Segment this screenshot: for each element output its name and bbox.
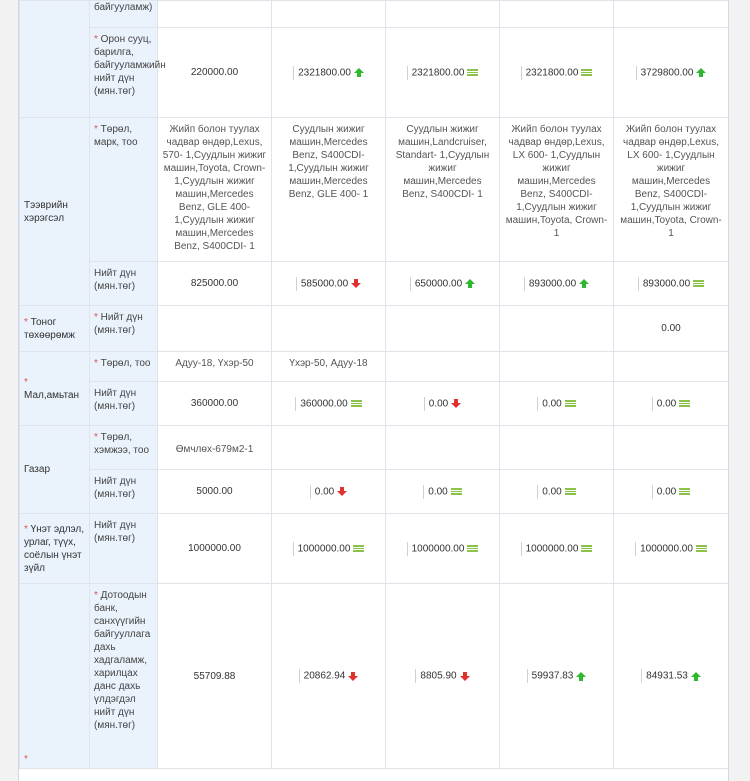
table-row bbox=[20, 262, 729, 306]
table-row bbox=[20, 28, 729, 118]
value-cell: 1000000.00 bbox=[614, 514, 729, 584]
table-row bbox=[20, 352, 729, 382]
type-cell: Суудлын жижиг машин,Landcruiser, Standart- 1,Суудлын жижиг машин,Mercedes Benz, S400CDI- 1 bbox=[386, 118, 500, 262]
category-livestock: * Мал,амьтан bbox=[20, 352, 90, 426]
trend-up-icon bbox=[691, 672, 701, 677]
value-cell bbox=[500, 306, 614, 352]
type-cell bbox=[614, 426, 729, 470]
category-valuables: * Үнэт эдлэл, урлаг, түүх, соёлын үнэт зүйл bbox=[20, 514, 90, 584]
value-cell: 1000000.00 bbox=[386, 514, 500, 584]
row-label: * Төрөл, хэмжээ, тоо bbox=[90, 426, 158, 470]
type-cell bbox=[272, 426, 386, 470]
row-label: Нийт дүн (мян.төг) bbox=[90, 470, 158, 514]
trend-equal-icon bbox=[467, 545, 478, 552]
trend-equal-icon bbox=[451, 488, 462, 495]
value-cell: 2321800.00 bbox=[500, 28, 614, 118]
row-label: * Төрөл, тоо bbox=[90, 352, 158, 382]
row-label: Нийт дүн (мян.төг) bbox=[90, 514, 158, 584]
value-cell: 360000.00 bbox=[272, 382, 386, 426]
trend-equal-icon bbox=[353, 545, 364, 552]
category-land: Газар bbox=[20, 426, 90, 514]
value-cell: 0.00 bbox=[386, 382, 500, 426]
value-cell bbox=[158, 306, 272, 352]
value-cell: 825000.00 bbox=[158, 262, 272, 306]
row-label: * Төрөл, марк, тоо bbox=[90, 118, 158, 262]
value-cell: 3729800.00 bbox=[614, 28, 729, 118]
value-cell: 0.00 bbox=[500, 382, 614, 426]
value-cell: 220000.00 bbox=[158, 28, 272, 118]
type-cell bbox=[386, 352, 500, 382]
value-cell bbox=[272, 306, 386, 352]
trend-up-icon bbox=[354, 68, 364, 73]
trend-equal-icon bbox=[581, 69, 592, 76]
trend-equal-icon bbox=[679, 488, 690, 495]
row-label: байгууламж) bbox=[90, 1, 158, 28]
value-cell bbox=[386, 306, 500, 352]
trend-up-icon bbox=[696, 68, 706, 73]
trend-down-icon bbox=[451, 403, 461, 408]
value-cell: 1000000.00 bbox=[158, 514, 272, 584]
type-cell: Өмчлөх-679м2-1 bbox=[158, 426, 272, 470]
type-cell: Суудлын жижиг машин,Mercedes Benz, S400CDI- 1,Суудлын жижиг машин,Mercedes Benz, GLE 400- 1 bbox=[272, 118, 386, 262]
type-cell bbox=[614, 352, 729, 382]
type-cell bbox=[500, 352, 614, 382]
type-cell: Жийп болон туулах чадвар өндөр,Lexus, LX 600- 1,Суудлын жижиг машин,Mercedes Benz, S400CDI- 1,Суудлын жижиг машин,Toyota, Crown- 1 bbox=[614, 118, 729, 262]
trend-down-icon bbox=[337, 491, 347, 496]
category-cell: * bbox=[20, 584, 90, 769]
assets-table-frame bbox=[18, 0, 729, 781]
row-label-deposits: * Дотоодын банк, санхүүгийн байгууллага дахь хадгаламж, харилцах данс дахь үлдэгдэл нийт дүн (мян.төг) bbox=[90, 584, 158, 769]
category-equipment: * Тоног төхөөрөмж bbox=[20, 306, 90, 352]
trend-equal-icon bbox=[351, 400, 362, 407]
table-row bbox=[20, 382, 729, 426]
trend-equal-icon bbox=[565, 488, 576, 495]
trend-down-icon bbox=[348, 676, 358, 681]
assets-comparison-table bbox=[19, 0, 729, 769]
row-label: Нийт дүн (мян.төг) bbox=[90, 262, 158, 306]
trend-equal-icon bbox=[467, 69, 478, 76]
value-cell: 8805.90 bbox=[386, 584, 500, 769]
value-cell: 0.00 bbox=[614, 306, 729, 352]
value-cell: 84931.53 bbox=[614, 584, 729, 769]
category-vehicle: Тээврийн хэрэгсэл bbox=[20, 118, 90, 306]
trend-equal-icon bbox=[679, 400, 690, 407]
value-cell: 55709.88 bbox=[158, 584, 272, 769]
trend-equal-icon bbox=[693, 280, 704, 287]
value-cell: 893000.00 bbox=[500, 262, 614, 306]
row-label: * Нийт дүн (мян.төг) bbox=[90, 306, 158, 352]
trend-up-icon bbox=[465, 279, 475, 284]
trend-equal-icon bbox=[565, 400, 576, 407]
value-cell: 2321800.00 bbox=[272, 28, 386, 118]
value-cell: 2321800.00 bbox=[386, 28, 500, 118]
type-cell: Жийп болон туулах чадвар өндөр,Lexus, 570- 1,Суудлын жижиг машин,Toyota, Crown- 1,Суудлын жижиг машин,Mercedes Benz, GLE 400- 1,Суудлын жижиг машин,Mercedes Benz, S400CDI- 1 bbox=[158, 118, 272, 262]
value-cell: 20862.94 bbox=[272, 584, 386, 769]
type-cell: Жийп болон туулах чадвар өндөр,Lexus, LX 600- 1,Суудлын жижиг машин,Mercedes Benz, S400CDI- 1,Суудлын жижиг машин,Toyota, Crown- 1 bbox=[500, 118, 614, 262]
type-cell: Үхэр-50, Адуу-18 bbox=[272, 352, 386, 382]
trend-equal-icon bbox=[581, 545, 592, 552]
table-row bbox=[20, 1, 729, 28]
value-cell: 1000000.00 bbox=[500, 514, 614, 584]
type-cell bbox=[386, 426, 500, 470]
type-cell: Адуу-18, Үхэр-50 bbox=[158, 352, 272, 382]
value-cell: 0.00 bbox=[500, 470, 614, 514]
trend-up-icon bbox=[579, 279, 589, 284]
table-row bbox=[20, 426, 729, 470]
value-cell: 0.00 bbox=[614, 382, 729, 426]
table-row bbox=[20, 118, 729, 262]
value-cell: 585000.00 bbox=[272, 262, 386, 306]
trend-down-icon bbox=[351, 283, 361, 288]
value-cell: 1000000.00 bbox=[272, 514, 386, 584]
trend-up-icon bbox=[576, 672, 586, 677]
value-cell: 59937.83 bbox=[500, 584, 614, 769]
row-label: Нийт дүн (мян.төг) bbox=[90, 382, 158, 426]
table-row bbox=[20, 470, 729, 514]
table-row bbox=[20, 306, 729, 352]
table-row bbox=[20, 584, 729, 769]
trend-down-icon bbox=[460, 676, 470, 681]
value-cell: 5000.00 bbox=[158, 470, 272, 514]
value-cell: 360000.00 bbox=[158, 382, 272, 426]
value-cell: 0.00 bbox=[272, 470, 386, 514]
trend-equal-icon bbox=[696, 545, 707, 552]
value-cell: 893000.00 bbox=[614, 262, 729, 306]
table-row bbox=[20, 514, 729, 584]
type-cell bbox=[500, 426, 614, 470]
value-cell: 650000.00 bbox=[386, 262, 500, 306]
value-cell: 0.00 bbox=[614, 470, 729, 514]
category-cell bbox=[20, 1, 90, 118]
value-cell: 0.00 bbox=[386, 470, 500, 514]
row-label-housing: * Орон сууц, барилга, байгууламжийн нийт дүн (мян.төг) bbox=[90, 28, 158, 118]
